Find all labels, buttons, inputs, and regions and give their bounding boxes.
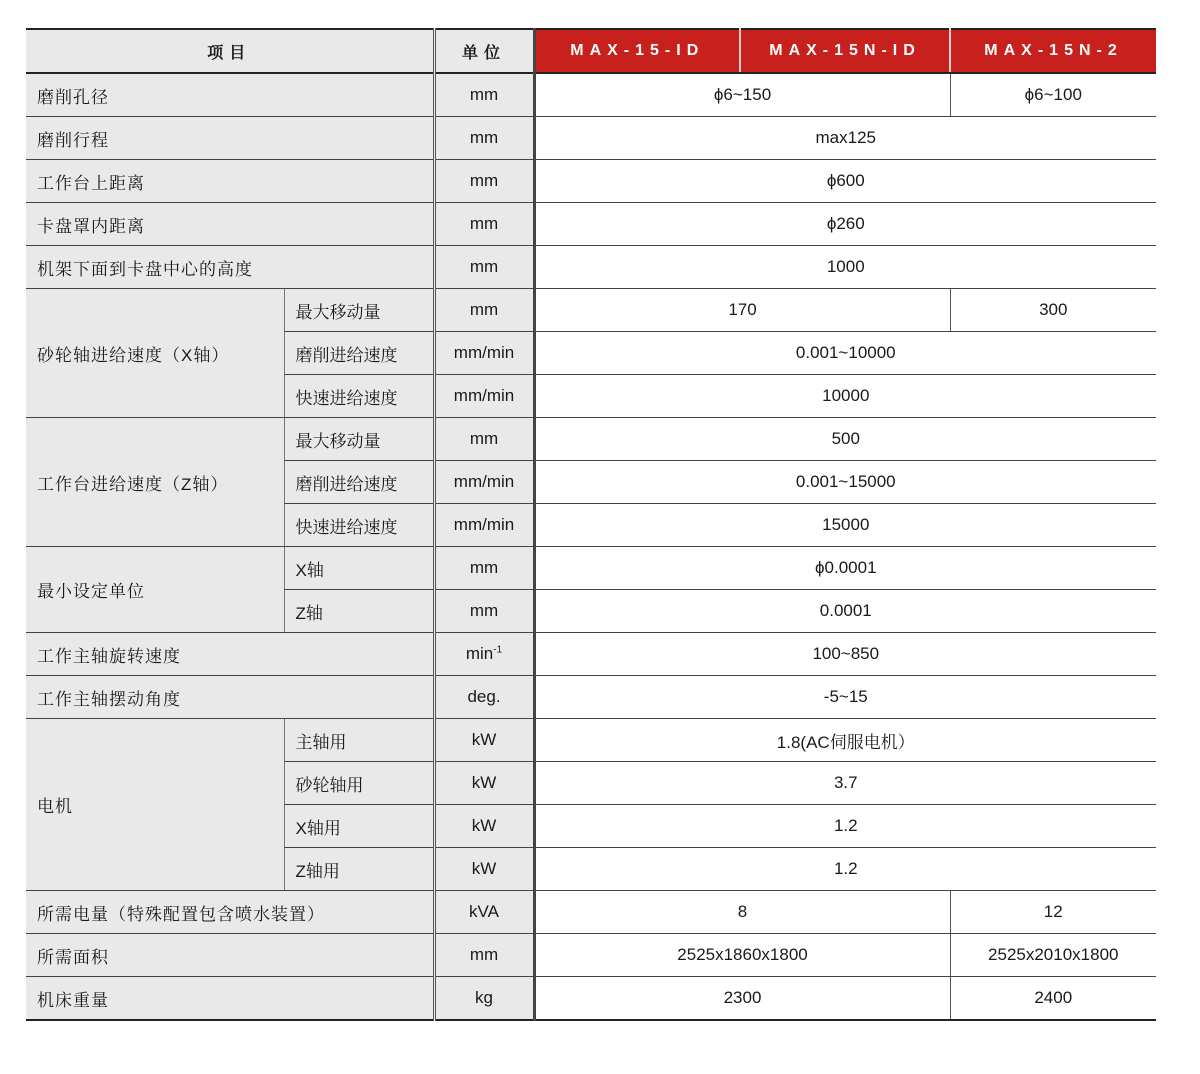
- header-model-1: MAX-15-ID: [534, 29, 740, 73]
- row-value: 3.7: [534, 762, 1156, 805]
- row-value: 1.2: [534, 848, 1156, 891]
- row-value: 10000: [534, 375, 1156, 418]
- row-unit: kVA: [434, 891, 534, 934]
- row-value: 1.8(AC伺服电机）: [534, 719, 1156, 762]
- header-row: [26, 29, 1156, 73]
- row-sublabel: 磨削进给速度: [284, 332, 434, 375]
- table-row: [26, 203, 1156, 246]
- table-row: [26, 160, 1156, 203]
- row-value: 0.0001: [534, 590, 1156, 633]
- row-unit: mm: [434, 246, 534, 289]
- row-label: 工作主轴旋转速度: [26, 633, 434, 676]
- row-unit: mm: [434, 73, 534, 117]
- row-sublabel: Z轴: [284, 590, 434, 633]
- group-label: 电机: [26, 719, 284, 891]
- header-model-3: MAX-15N-2: [950, 29, 1156, 73]
- row-unit: kW: [434, 762, 534, 805]
- row-label: 机架下面到卡盘中心的高度: [26, 246, 434, 289]
- row-label: 磨削孔径: [26, 73, 434, 117]
- row-unit: mm: [434, 160, 534, 203]
- row-value: max125: [534, 117, 1156, 160]
- row-value: 8: [534, 891, 950, 934]
- row-unit: mm/min: [434, 375, 534, 418]
- row-sublabel: 磨削进给速度: [284, 461, 434, 504]
- spec-table: [26, 28, 1156, 1021]
- row-unit: mm: [434, 590, 534, 633]
- table-row: [26, 117, 1156, 160]
- row-value: 1000: [534, 246, 1156, 289]
- table-row: [26, 246, 1156, 289]
- table-row: [26, 934, 1156, 977]
- row-sublabel: 砂轮轴用: [284, 762, 434, 805]
- unit-base: min: [465, 644, 494, 663]
- row-unit: kW: [434, 719, 534, 762]
- row-value: 300: [950, 289, 1156, 332]
- row-unit: mm: [434, 203, 534, 246]
- table-row: [26, 73, 1156, 117]
- row-value: 100~850: [534, 633, 1156, 676]
- row-value: 0.001~10000: [534, 332, 1156, 375]
- row-unit: kW: [434, 848, 534, 891]
- row-label: 工作主轴摆动角度: [26, 676, 434, 719]
- row-sublabel: 快速进给速度: [284, 375, 434, 418]
- header-unit: 单位: [434, 29, 534, 73]
- row-unit: mm: [434, 547, 534, 590]
- row-value: ϕ600: [534, 160, 1156, 203]
- row-value: ϕ6~100: [950, 73, 1156, 117]
- row-unit: kg: [434, 977, 534, 1021]
- unit-exponent: -1: [493, 644, 503, 656]
- row-sublabel: Z轴用: [284, 848, 434, 891]
- row-sublabel: 最大移动量: [284, 289, 434, 332]
- row-label: 所需面积: [26, 934, 434, 977]
- row-sublabel: 主轴用: [284, 719, 434, 762]
- row-unit: kW: [434, 805, 534, 848]
- row-sublabel: X轴用: [284, 805, 434, 848]
- group-label: 最小设定单位: [26, 547, 284, 633]
- row-value: 1.2: [534, 805, 1156, 848]
- row-unit: mm/min: [434, 332, 534, 375]
- row-label: 卡盘罩内距离: [26, 203, 434, 246]
- row-label: 磨削行程: [26, 117, 434, 160]
- row-label: 机床重量: [26, 977, 434, 1021]
- table-row: [26, 676, 1156, 719]
- row-unit: mm/min: [434, 504, 534, 547]
- row-unit: mm/min: [434, 461, 534, 504]
- row-value: 2525x1860x1800: [534, 934, 950, 977]
- row-label: 所需电量（特殊配置包含喷水装置）: [26, 891, 434, 934]
- table-row: [26, 633, 1156, 676]
- row-unit: deg.: [434, 676, 534, 719]
- header-model-2: MAX-15N-ID: [740, 29, 950, 73]
- table-row: [26, 719, 1156, 762]
- row-sublabel: X轴: [284, 547, 434, 590]
- row-unit: mm: [434, 418, 534, 461]
- row-value: 500: [534, 418, 1156, 461]
- table-row: [26, 547, 1156, 590]
- row-value: ϕ0.0001: [534, 547, 1156, 590]
- row-unit: mm: [434, 289, 534, 332]
- row-value: 0.001~15000: [534, 461, 1156, 504]
- row-value: ϕ260: [534, 203, 1156, 246]
- table-row: [26, 289, 1156, 332]
- row-value: 2400: [950, 977, 1156, 1021]
- row-unit: mm: [434, 117, 534, 160]
- group-label: 砂轮轴进给速度（X轴）: [26, 289, 284, 418]
- row-value: -5~15: [534, 676, 1156, 719]
- row-value: 15000: [534, 504, 1156, 547]
- row-value: 2525x2010x1800: [950, 934, 1156, 977]
- row-value: 2300: [534, 977, 950, 1021]
- row-label: 工作台上距离: [26, 160, 434, 203]
- row-sublabel: 最大移动量: [284, 418, 434, 461]
- header-item: 项目: [26, 29, 434, 73]
- row-value: 170: [534, 289, 950, 332]
- group-label: 工作台进给速度（Z轴）: [26, 418, 284, 547]
- row-unit: mm: [434, 934, 534, 977]
- row-sublabel: 快速进给速度: [284, 504, 434, 547]
- row-value: 12: [950, 891, 1156, 934]
- row-value: ϕ6~150: [534, 73, 950, 117]
- table-row: [26, 418, 1156, 461]
- table-row: [26, 891, 1156, 934]
- table-row: [26, 977, 1156, 1021]
- row-unit: [434, 633, 534, 676]
